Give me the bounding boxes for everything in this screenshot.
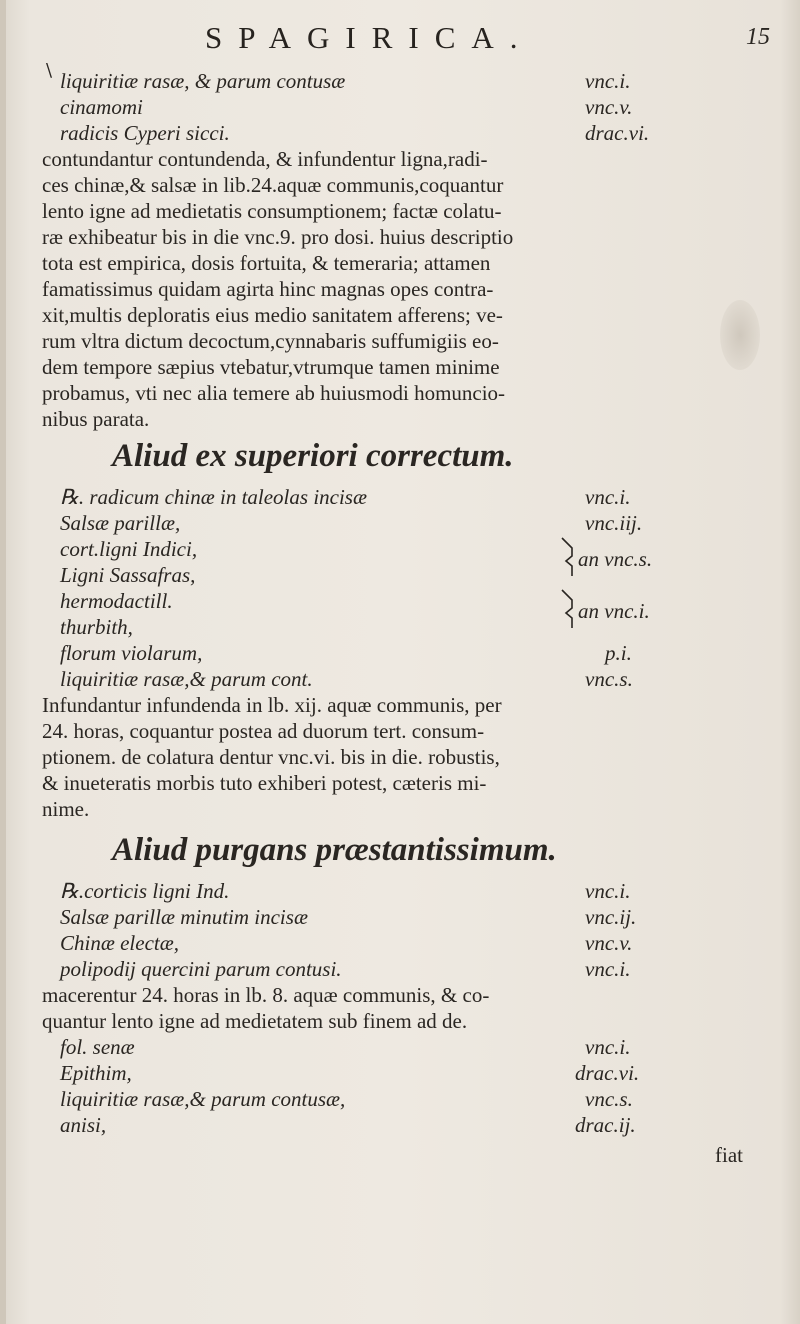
ingredient-quantity: vnc.s. <box>585 1087 633 1111</box>
ingredient-quantity: vnc.iij. <box>585 511 643 535</box>
ingredient-quantity: vnc.i. <box>585 1035 631 1059</box>
ingredient-quantity: drac.ij. <box>575 1113 636 1137</box>
text-line: rum vltra dictum decoctum,cynnabaris suffumigiis eo- <box>42 329 499 353</box>
text-line: nime. <box>42 797 90 821</box>
ingredient-quantity: vnc.s. <box>585 667 633 691</box>
ingredient-quantity: vnc.i. <box>585 957 631 981</box>
text-line: Infundantur infundenda in lb. xij. aquæ communis, per <box>42 693 502 717</box>
ingredient-name: liquiritiæ rasæ,& parum contusæ, <box>60 1087 346 1111</box>
ingredient-quantity: vnc.i. <box>585 879 631 903</box>
text-line: quantur lento igne ad medietatem sub finem ad de. <box>42 1009 468 1033</box>
ingredient-quantity: drac.vi. <box>575 1061 640 1085</box>
ingredient-name: cinamomi <box>60 95 143 119</box>
running-title: SPAGIRICA. <box>205 20 534 55</box>
ingredient-name: ℞. radicum chinæ in taleolas incisæ <box>60 485 367 509</box>
text-line: probamus, vti nec alia temere ab huiusmodi homuncio- <box>42 381 506 405</box>
text-line: 24. horas, coquantur postea ad duorum tert. consum- <box>42 719 485 743</box>
ingredient-quantity: vnc.ij. <box>585 905 637 929</box>
brace-icon <box>560 588 574 630</box>
ingredient-name: Salsæ parillæ, <box>60 511 181 535</box>
ingredient-name: Chinæ electæ, <box>60 931 179 955</box>
ingredient-name: Ligni Sassafras, <box>60 563 196 587</box>
ingredient-name: thurbith, <box>60 615 133 639</box>
ingredient-name: cort.ligni Indici, <box>60 537 198 561</box>
page-spine-shadow <box>0 0 6 1324</box>
text-line: macerentur 24. horas in lb. 8. aquæ communis, & co- <box>42 983 490 1007</box>
catchword: fiat <box>715 1143 743 1167</box>
section-heading: Aliud purgans præstantissimum. <box>112 832 557 868</box>
corner-mark: \ <box>46 60 53 81</box>
brace-icon <box>560 536 574 578</box>
ingredient-name: Epithim, <box>60 1061 132 1085</box>
ingredient-quantity: drac.vi. <box>585 121 650 145</box>
text-line: ces chinæ,& salsæ in lib.24.aquæ communis,coquantur <box>42 173 504 197</box>
text-line: lento igne ad medietatis consumptionem; factæ colatu- <box>42 199 502 223</box>
ingredient-quantity: an vnc.s. <box>578 547 653 571</box>
text-line: famatissimus quidam agirta hinc magnas opes contra- <box>42 277 494 301</box>
ingredient-name: fol. senæ <box>60 1035 135 1059</box>
text-line: contundantur contundenda, & infundentur ligna,radi- <box>42 147 488 171</box>
ingredient-quantity: vnc.v. <box>585 95 633 119</box>
text-line: tota est empirica, dosis fortuita, & temeraria; attamen <box>42 251 491 275</box>
ingredient-name: radicis Cyperi sicci. <box>60 121 230 145</box>
ingredient-quantity: vnc.i. <box>585 485 631 509</box>
text-line: & inueteratis morbis tuto exhiberi potest, cæteris mi- <box>42 771 487 795</box>
section-heading: Aliud ex superiori correctum. <box>112 438 514 474</box>
text-line: dem tempore sæpius vtebatur,vtrumque tamen minime <box>42 355 500 379</box>
ingredient-name: Salsæ parillæ minutim incisæ <box>60 905 308 929</box>
ingredient-name: hermodactill. <box>60 589 173 613</box>
ingredient-name: anisi, <box>60 1113 107 1137</box>
ingredient-name: liquiritiæ rasæ,& parum cont. <box>60 667 313 691</box>
paper-stain <box>720 300 760 370</box>
ingredient-quantity: vnc.i. <box>585 69 631 93</box>
ingredient-name: polipodij quercini parum contusi. <box>60 957 342 981</box>
text-line: nibus parata. <box>42 407 150 431</box>
ingredient-name: ℞.corticis ligni Ind. <box>60 879 230 903</box>
ingredient-name: liquiritiæ rasæ, & parum contusæ <box>60 69 346 93</box>
ingredient-quantity: vnc.v. <box>585 931 633 955</box>
text-line: xit,multis deploratis eius medio sanitatem afferens; ve- <box>42 303 503 327</box>
ingredient-quantity: an vnc.i. <box>578 599 650 623</box>
page-number: 15 <box>746 24 770 50</box>
ingredient-name: florum violarum, <box>60 641 203 665</box>
ingredient-quantity: p.i. <box>605 641 632 665</box>
text-line: ræ exhibeatur bis in die vnc.9. pro dosi. huius descriptio <box>42 225 514 249</box>
text-line: ptionem. de colatura dentur vnc.vi. bis in die. robustis, <box>42 745 500 769</box>
